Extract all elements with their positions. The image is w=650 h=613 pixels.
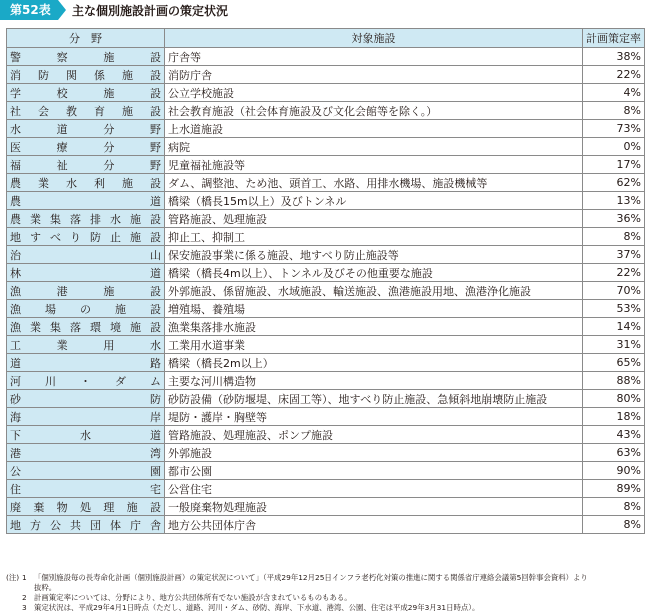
field-cell	[7, 264, 165, 282]
target-cell: 橋梁（橋長2m以上）	[165, 354, 583, 372]
field-cell	[7, 516, 165, 534]
target-cell: 消防庁舎	[165, 66, 583, 84]
table-row	[7, 300, 645, 318]
target-cell: 庁舎等	[165, 48, 583, 66]
field-label: 医 療 分 野	[10, 140, 161, 154]
table-row	[7, 426, 645, 444]
table-row	[7, 516, 645, 534]
field-label: 河 川 ・ ダ ム	[10, 374, 161, 388]
table-row	[7, 102, 645, 120]
field-cell	[7, 354, 165, 372]
rate-cell: 8%	[583, 228, 645, 246]
field-label: 農 業 水 利 施 設	[10, 176, 161, 190]
rate-cell: 38%	[583, 48, 645, 66]
target-cell: 管路施設、処理施設	[165, 210, 583, 228]
rate-cell: 13%	[583, 192, 645, 210]
note-line	[6, 573, 646, 583]
field-cell	[7, 138, 165, 156]
field-cell	[7, 102, 165, 120]
table-row	[7, 480, 645, 498]
field-label: 地 方 公 共 団 体 庁 舎	[10, 518, 161, 532]
field-label: 下 水 道	[10, 428, 161, 442]
table-number-badge: 第52表	[0, 0, 58, 20]
table-row	[7, 390, 645, 408]
field-label: 漁 業 集 落 環 境 施 設	[10, 320, 161, 334]
field-cell	[7, 192, 165, 210]
rate-cell: 14%	[583, 318, 645, 336]
table-row	[7, 354, 645, 372]
target-cell: 地方公共団体庁舎	[165, 516, 583, 534]
field-cell	[7, 174, 165, 192]
target-cell: 児童福祉施設等	[165, 156, 583, 174]
target-cell: 上水道施設	[165, 120, 583, 138]
field-cell	[7, 66, 165, 84]
field-label: 工 業 用 水	[10, 338, 161, 352]
field-cell	[7, 228, 165, 246]
table-body	[7, 48, 645, 534]
table-row	[7, 48, 645, 66]
note-line	[6, 603, 646, 613]
rate-cell: 70%	[583, 282, 645, 300]
note-number	[22, 583, 34, 593]
field-cell	[7, 462, 165, 480]
header-target: 対象施設	[165, 29, 583, 48]
field-label: 公 園	[10, 464, 161, 478]
note-text: 抜粋。	[34, 583, 57, 592]
field-label: 住 宅	[10, 482, 161, 496]
table-row	[7, 174, 645, 192]
target-cell: ダム、調整池、ため池、頭首工、水路、用排水機場、施設機械等	[165, 174, 583, 192]
table-row	[7, 84, 645, 102]
table-row	[7, 192, 645, 210]
table-row	[7, 282, 645, 300]
note-number: 2	[22, 593, 27, 602]
footnotes	[6, 573, 646, 613]
header-field: 分 野	[7, 29, 165, 48]
field-label: 港 湾	[10, 446, 161, 460]
table-row	[7, 246, 645, 264]
field-label: 警 察 施 設	[10, 50, 161, 64]
field-cell	[7, 246, 165, 264]
target-cell: 橋梁（橋長4m以上）、トンネル及びその他重要な施設	[165, 264, 583, 282]
table-row	[7, 210, 645, 228]
field-cell	[7, 300, 165, 318]
field-cell	[7, 408, 165, 426]
rate-cell: 8%	[583, 516, 645, 534]
table-row	[7, 318, 645, 336]
rate-cell: 53%	[583, 300, 645, 318]
field-label: 地 す べ り 防 止 施 設	[10, 230, 161, 244]
field-cell	[7, 48, 165, 66]
rate-cell: 65%	[583, 354, 645, 372]
target-cell: 漁業集落排水施設	[165, 318, 583, 336]
rate-cell: 43%	[583, 426, 645, 444]
field-label: 漁 場 の 施 設	[10, 302, 161, 316]
field-label: 漁 港 施 設	[10, 284, 161, 298]
field-label: 道 路	[10, 356, 161, 370]
rate-cell: 89%	[583, 480, 645, 498]
target-cell: 増殖場、養殖場	[165, 300, 583, 318]
table-row	[7, 336, 645, 354]
rate-cell: 62%	[583, 174, 645, 192]
target-cell: 管路施設、処理施設、ポンプ施設	[165, 426, 583, 444]
rate-cell: 0%	[583, 138, 645, 156]
field-cell	[7, 498, 165, 516]
field-cell	[7, 156, 165, 174]
field-label: 海 岸	[10, 410, 161, 424]
target-cell: 外郭施設、係留施設、水域施設、輸送施設、漁港施設用地、漁港浄化施設	[165, 282, 583, 300]
rate-cell: 80%	[583, 390, 645, 408]
field-label: 学 校 施 設	[10, 86, 161, 100]
field-label: 林 道	[10, 266, 161, 280]
target-cell: 橋梁（橋長15m以上）及びトンネル	[165, 192, 583, 210]
table-row	[7, 444, 645, 462]
field-label: 福 祉 分 野	[10, 158, 161, 172]
rate-cell: 73%	[583, 120, 645, 138]
target-cell: 公立学校施設	[165, 84, 583, 102]
rate-cell: 22%	[583, 264, 645, 282]
target-cell: 公営住宅	[165, 480, 583, 498]
table-row	[7, 264, 645, 282]
note-text: 策定状況は、平成29年4月1日時点（ただし、道路、河川・ダム、砂防、海岸、下水道、港湾、公園、住宅は平成29年3月31日時点）。	[34, 603, 480, 612]
title-bar	[0, 0, 228, 20]
field-cell	[7, 210, 165, 228]
rate-cell: 88%	[583, 372, 645, 390]
field-label: 治 山	[10, 248, 161, 262]
target-cell: 工業用水道事業	[165, 336, 583, 354]
rate-cell: 17%	[583, 156, 645, 174]
note-line	[6, 593, 646, 603]
table-row	[7, 462, 645, 480]
field-cell	[7, 480, 165, 498]
table-row	[7, 408, 645, 426]
rate-cell: 22%	[583, 66, 645, 84]
rate-cell: 18%	[583, 408, 645, 426]
facility-plan-table	[6, 28, 645, 534]
note-text: 「個別施設毎の長寿命化計画（個別施設計画）の策定状況について」（平成29年12月25日インフラ老朽化対策の推進に関する関係省庁連絡会議第5回幹事会資料）より	[34, 573, 588, 582]
field-cell	[7, 318, 165, 336]
table-row	[7, 156, 645, 174]
field-label: 社 会 教 育 施 設	[10, 104, 161, 118]
target-cell: 外郭施設	[165, 444, 583, 462]
note-number: 1	[22, 573, 27, 582]
note-line	[6, 583, 646, 593]
field-label: 砂 防	[10, 392, 161, 406]
field-cell	[7, 120, 165, 138]
target-cell: 砂防設備（砂防堰堤、床固工等）、地すべり防止施設、急傾斜地崩壊防止施設	[165, 390, 583, 408]
table-row	[7, 66, 645, 84]
rate-cell: 37%	[583, 246, 645, 264]
table-row	[7, 138, 645, 156]
field-label: 廃 棄 物 処 理 施 設	[10, 500, 161, 514]
field-cell	[7, 390, 165, 408]
header-rate: 計画策定率	[583, 29, 645, 48]
target-cell: 一般廃棄物処理施設	[165, 498, 583, 516]
target-cell: 抑止工、抑制工	[165, 228, 583, 246]
field-cell	[7, 282, 165, 300]
field-label: 消 防 関 係 施 設	[10, 68, 161, 82]
target-cell: 都市公園	[165, 462, 583, 480]
field-cell	[7, 426, 165, 444]
table-row	[7, 228, 645, 246]
rate-cell: 8%	[583, 498, 645, 516]
table-row	[7, 498, 645, 516]
target-cell: 社会教育施設（社会体育施設及び文化会館等を除く。）	[165, 102, 583, 120]
rate-cell: 63%	[583, 444, 645, 462]
page-title: 主な個別施設計画の策定状況	[72, 3, 229, 18]
field-cell	[7, 336, 165, 354]
field-label: 農 業 集 落 排 水 施 設	[10, 212, 161, 226]
field-cell	[7, 84, 165, 102]
table-header-row	[7, 29, 645, 48]
target-cell: 主要な河川構造物	[165, 372, 583, 390]
note-number: 3	[22, 603, 27, 612]
field-cell	[7, 444, 165, 462]
field-cell	[7, 372, 165, 390]
target-cell: 保安施設事業に係る施設、地すべり防止施設等	[165, 246, 583, 264]
rate-cell: 4%	[583, 84, 645, 102]
rate-cell: 90%	[583, 462, 645, 480]
field-label: 水 道 分 野	[10, 122, 161, 136]
rate-cell: 8%	[583, 102, 645, 120]
target-cell: 堤防・護岸・胸壁等	[165, 408, 583, 426]
rate-cell: 31%	[583, 336, 645, 354]
table-row	[7, 372, 645, 390]
rate-cell: 36%	[583, 210, 645, 228]
target-cell: 病院	[165, 138, 583, 156]
note-text: 計画策定率については、分野により、地方公共団体所有でない施設が含まれているものもある。	[34, 593, 352, 602]
field-label: 農 道	[10, 194, 161, 208]
note-head: (注)	[6, 573, 20, 582]
table-row	[7, 120, 645, 138]
